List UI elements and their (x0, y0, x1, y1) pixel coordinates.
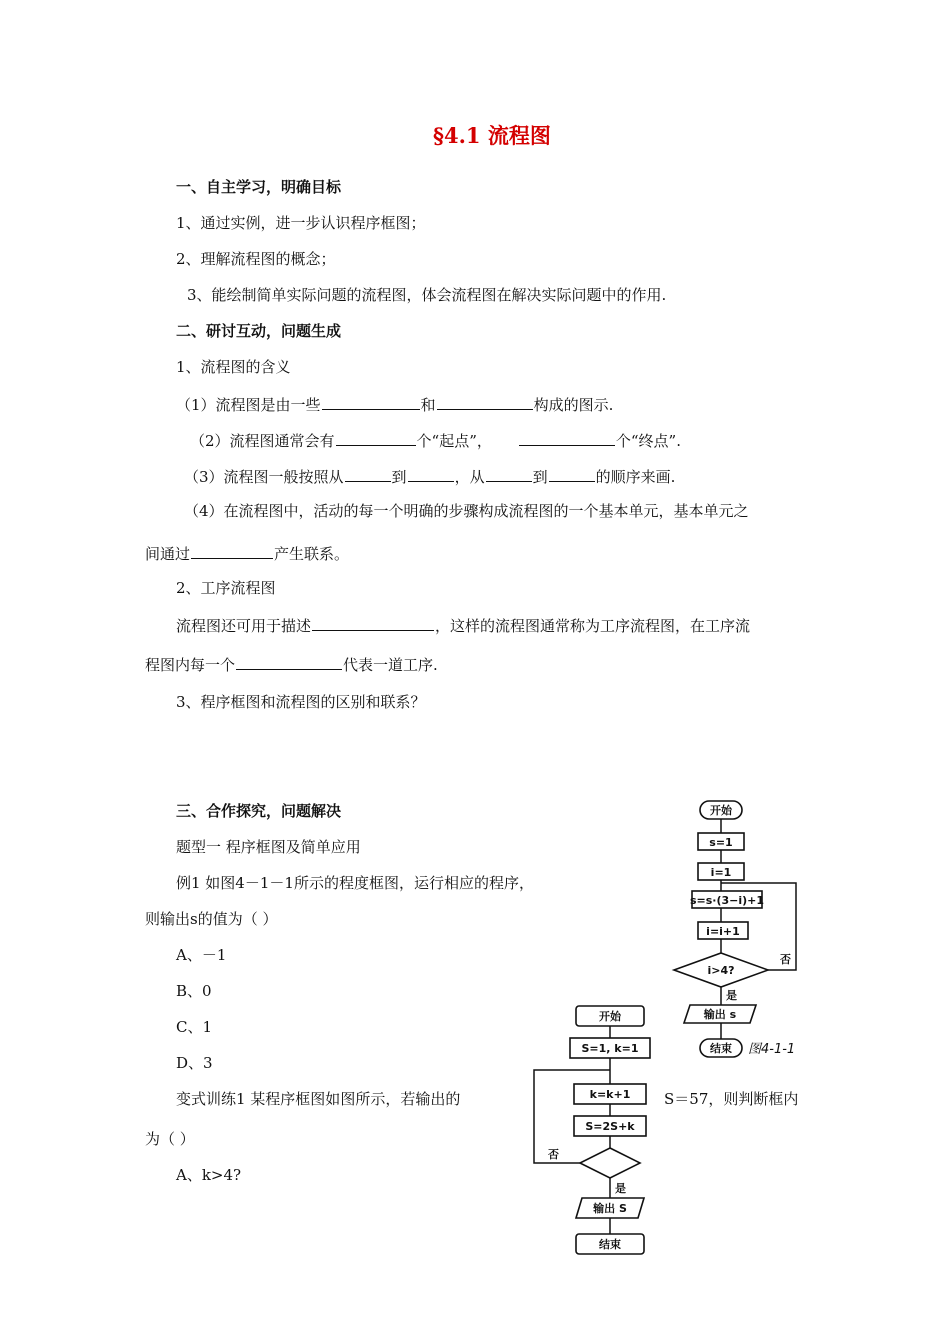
example-1-line-1: 例1 如图4－1－1所示的程度框图，运行相应的程序， (176, 874, 534, 892)
question-2 (190, 429, 681, 451)
question-2-part-b: 个“起点”， (416, 432, 492, 450)
answer-blank[interactable] (437, 393, 533, 410)
flow1-decision-label: i>4? (707, 964, 735, 977)
process-flow-part-d: 代表一道工序. (343, 656, 438, 674)
option-a: A、－1 (176, 946, 227, 964)
subheading-difference: 3、程序框图和流程图的区别和联系？ (176, 693, 426, 711)
process-flow-part-c: 程图内每一个 (145, 656, 236, 674)
flow2-output-label: 输出 S (593, 1202, 627, 1215)
section1-heading: 一、自主学习，明确目标 (176, 178, 342, 196)
flow2-inc-label: k=k+1 (589, 1088, 631, 1101)
section2-heading: 二、研讨互动，问题生成 (176, 322, 342, 340)
answer-blank[interactable] (345, 465, 391, 482)
flow1-inc-label: i=i+1 (706, 925, 740, 938)
question-2-part-a: （2）流程图通常会有 (190, 432, 335, 450)
question-type-1: 题型一 程序框图及简单应用 (176, 838, 361, 856)
flow1-yes-label: 是 (726, 989, 737, 1002)
process-flow-part-b: ，这样的流程图通常称为工序流程图，在工序流 (435, 617, 751, 635)
example-1-line-2: 则输出s的值为（ ） (145, 910, 278, 928)
answer-blank[interactable] (322, 393, 420, 410)
answer-blank[interactable] (408, 465, 454, 482)
question-2-part-c: 个“终点”. (615, 432, 681, 450)
goal-item-1: 1、通过实例，进一步认识程序框图； (176, 214, 426, 232)
question-3-part-e: 的顺序来画. (595, 468, 676, 486)
flow2-yes-label: 是 (615, 1182, 626, 1195)
flow2-init-label: S=1, k=1 (581, 1042, 639, 1055)
flow2-no-label: 否 (548, 1148, 559, 1161)
answer-blank[interactable] (312, 614, 434, 631)
flow1-end-label: 结束 (710, 1042, 732, 1055)
question-4-part-b: 间通过 (145, 545, 191, 563)
question-4-part-c: 产生联系。 (274, 545, 350, 563)
subheading-meaning: 1、流程图的含义 (176, 358, 291, 376)
variant-1-line-1b: S＝57，则判断框内 (664, 1090, 799, 1108)
answer-blank[interactable] (336, 429, 416, 446)
option-d: D、3 (176, 1054, 213, 1072)
page-title: §4.1 流程图 (433, 123, 551, 148)
variant-option-a: A、k>4? (176, 1166, 242, 1184)
answer-blank[interactable] (486, 465, 532, 482)
question-3-part-d: 到 (532, 468, 548, 486)
question-3 (184, 465, 675, 487)
flow1-caption: 图4-1-1 (748, 1042, 796, 1057)
flow1-no-label: 否 (780, 953, 791, 966)
flow2-calc-label: S=2S+k (585, 1120, 635, 1133)
process-flow-line-2 (145, 653, 438, 675)
question-4-line-1: （4）在流程图中，活动的每一个明确的步骤构成流程图的一个基本单元，基本单元之 (184, 502, 749, 520)
answer-blank[interactable] (519, 429, 615, 446)
goal-item-3: 3、能绘制简单实际问题的流程图，体会流程图在解决实际问题中的作用. (187, 286, 667, 304)
answer-blank[interactable] (549, 465, 595, 482)
flow1-output-label: 输出 s (703, 1008, 737, 1021)
flow2-end-label: 结束 (599, 1238, 621, 1251)
flow1-calc-label: s=s·(3−i)+1 (689, 894, 765, 907)
option-c: C、1 (176, 1018, 213, 1036)
answer-blank[interactable] (236, 653, 342, 670)
question-3-part-a: （3）流程图一般按照从 (184, 468, 344, 486)
process-flow-part-a: 流程图还可用于描述 (176, 617, 312, 635)
flowchart-example-1 (660, 795, 820, 1065)
process-flow-line-1 (176, 614, 750, 636)
subheading-process-flow: 2、工序流程图 (176, 579, 276, 597)
flow2-decision (580, 1148, 640, 1178)
question-1-part-a: （1）流程图是由一些 (176, 396, 321, 414)
goal-item-2: 2、理解流程图的概念； (176, 250, 336, 268)
answer-blank[interactable] (191, 542, 273, 559)
question-1-part-c: 构成的图示. (533, 396, 614, 414)
question-1 (176, 393, 613, 415)
question-3-part-b: 到 (391, 468, 407, 486)
flow1-start-label: 开始 (710, 804, 732, 817)
variant-1-line-2: 为（ ） (145, 1130, 195, 1148)
flow1-s-init-label: s=1 (709, 836, 733, 849)
flowchart-variant-1 (530, 1002, 660, 1262)
section3-heading: 三、合作探究，问题解决 (176, 802, 342, 820)
question-1-part-b: 和 (420, 396, 436, 414)
question-3-part-c: ，从 (454, 468, 485, 486)
option-b: B、0 (176, 982, 212, 1000)
question-4-line-2 (145, 542, 349, 564)
flow2-start-label: 开始 (599, 1010, 621, 1023)
variant-1-line-1a: 变式训练1 某程序框图如图所示，若输出的 (176, 1090, 461, 1108)
flow1-i-init-label: i=1 (710, 866, 732, 879)
